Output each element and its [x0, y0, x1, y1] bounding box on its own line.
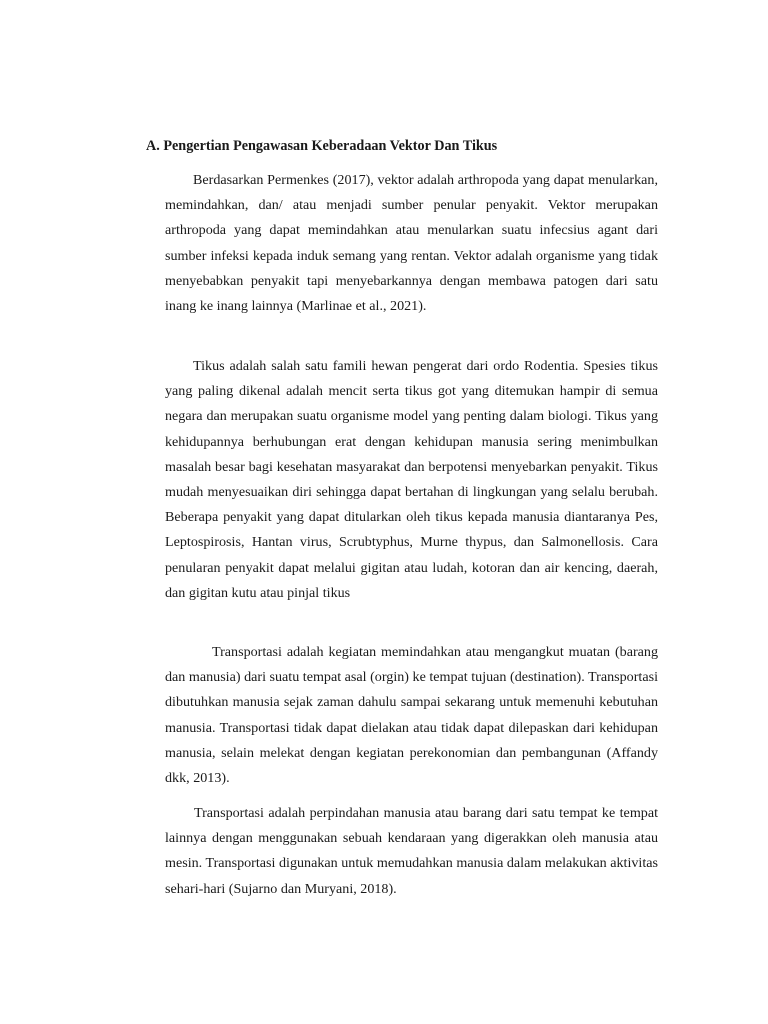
paragraph-transportasi-kegiatan: Transportasi adalah kegiatan memindahkan atau mengangkut muatan (barang dan manusia) dari suatu tempat asal (orgin) ke tempat tujuan (destination). Transportasi dibutuhkan manusia sejak zaman dahulu sampai sekarang untuk memenuhi kebutuhan manusia. Transportasi tidak dapat dielakan atau tidak dapat dilepaskan dari kehidupan manusia, selain melekat dengan kegiatan perekonomian dan pembangunan (Affandy dkk, 2013).: [165, 644, 658, 787]
section-heading: A. Pengertian Pengawasan Keberadaan Vektor Dan Tikus: [146, 138, 498, 154]
paragraph-transportasi-perpindahan: Transportasi adalah perpindahan manusia atau barang dari satu tempat ke tempat lainnya dengan menggunakan sebuah kendaraan yang digerakkan oleh manusia atau mesin. Transportasi digunakan untuk memudahkan manusia dalam melakukan aktivitas sehari-hari (Sujarno dan Muryani, 2018).: [165, 805, 658, 897]
paragraph-vektor-definition: Berdasarkan Permenkes (2017), vektor adalah arthropoda yang dapat menularkan, memindahkan, dan/ atau menjadi sumber penular penyakit. Vektor merupakan arthropoda yang dapat memindahkan atau menularkan suatu infecsius agant dari sumber infeksi kepada induk semang yang rentan. Vektor adalah organisme yang tidak menyebabkan penyakit tapi menyebarkannya dengan membawa patogen dari satu inang ke inang lainnya (Marlinae et al., 2021).: [165, 172, 658, 315]
paragraph-tikus: Tikus adalah salah satu famili hewan pengerat dari ordo Rodentia. Spesies tikus yang paling dikenal adalah mencit serta tikus got yang ditemukan hampir di semua negara dan merupakan suatu organisme model yang penting dalam biologi. Tikus yang kehidupannya berhubungan erat dengan kehidupan manusia sering menimbulkan masalah besar bagi kesehatan masyarakat dan berpotensi menyebarkan penyakit. Tikus mudah menyesuaikan diri sehingga dapat bertahan di lingkungan yang selalu berubah. Beberapa penyakit yang dapat ditularkan oleh tikus kepada manusia diantaranya Pes, Leptospirosis, Hantan virus, Scrubtyphus, Murne thypus, dan Salmonellosis. Cara penularan penyakit dapat melalui gigitan atau ludah, kotoran dan air kencing, daerah, dan gigitan kutu atau pinjal tikus: [165, 358, 658, 601]
